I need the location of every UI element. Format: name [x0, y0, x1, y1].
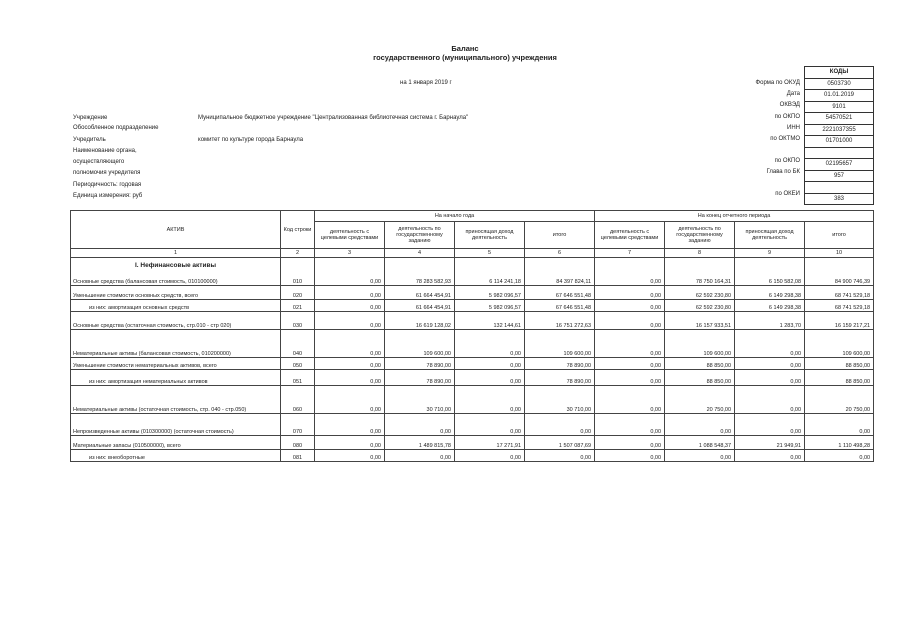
value-cell: 0,00: [315, 386, 385, 414]
unit-label: Единица измерения: руб: [73, 193, 143, 199]
value-cell: 0,00: [595, 414, 665, 436]
value-cell: 0,00: [665, 450, 735, 462]
code-value: 9101: [805, 101, 873, 113]
value-cell: 0,00: [385, 414, 455, 436]
value-cell: 0,00: [595, 286, 665, 300]
table-row: [71, 286, 874, 300]
periodicity-label: Периодичность: годовая: [73, 182, 142, 188]
code-value: 01701000: [805, 135, 873, 147]
value-cell: 88 850,00: [805, 370, 874, 386]
header-start-of-year: На начало года: [315, 211, 595, 222]
institution-value: Муниципальное бюджетное учреждение "Централизованная библиотечная система г. Барнаула": [198, 115, 469, 121]
row-name-text: Основные средства (остаточная стоимость, стр.010 - стр 020): [73, 323, 232, 329]
section-title: I. Нефинансовые активы: [134, 262, 217, 269]
value-cell: 0,00: [595, 358, 665, 370]
row-code: 081: [281, 450, 315, 462]
value-cell: 0,00: [525, 414, 595, 436]
header-code: Код строки: [281, 211, 315, 249]
value-cell: 67 646 551,48: [525, 286, 595, 300]
row-code: 030: [281, 312, 315, 330]
value-cell: 88 850,00: [665, 370, 735, 386]
code-value: 957: [805, 170, 873, 182]
column-number: 6: [525, 249, 595, 258]
value-cell: 0,00: [595, 312, 665, 330]
value-cell: 0,00: [315, 286, 385, 300]
value-cell: 84 397 824,11: [525, 258, 595, 286]
code-value: 02195657: [805, 158, 873, 170]
code-value: 0503730: [805, 78, 873, 90]
row-name: [71, 312, 281, 330]
code-label: ИНН: [787, 125, 800, 131]
value-cell: 61 664 454,91: [385, 300, 455, 312]
value-cell: 1 283,70: [735, 312, 805, 330]
codes-box: [804, 66, 874, 205]
value-cell: 62 592 230,80: [665, 286, 735, 300]
value-cell: 5 982 096,57: [455, 286, 525, 300]
value-cell: 0,00: [315, 370, 385, 386]
row-name-text: из них: амортизация основных средств: [89, 305, 190, 311]
value-cell: 0,00: [595, 300, 665, 312]
value-cell: 62 592 230,80: [665, 300, 735, 312]
value-cell: 0,00: [315, 258, 385, 286]
value-cell: 78 890,00: [385, 370, 455, 386]
balance-table: [70, 210, 874, 462]
row-code: 060: [281, 386, 315, 414]
code-value: 2221037355: [805, 124, 873, 136]
value-cell: 6 150 582,08: [735, 258, 805, 286]
value-cell: 0,00: [525, 450, 595, 462]
value-cell: 0,00: [595, 370, 665, 386]
report-date: на 1 января 2019 г: [400, 80, 452, 86]
authority-label: осуществляющего: [73, 159, 125, 165]
value-cell: 109 600,00: [805, 330, 874, 358]
value-cell: 109 600,00: [665, 330, 735, 358]
document-title: Баланс: [451, 44, 479, 53]
row-code: 070: [281, 414, 315, 436]
row-name-text: из них: амортизация нематериальных активов: [89, 379, 208, 385]
header-total: итого: [805, 222, 874, 249]
code-label: Глава по БК: [766, 169, 800, 175]
column-number: 4: [385, 249, 455, 258]
value-cell: 84 900 746,39: [805, 258, 874, 286]
value-cell: 1 507 087,69: [525, 436, 595, 450]
row-code: 021: [281, 300, 315, 312]
value-cell: 0,00: [735, 450, 805, 462]
row-code: 040: [281, 330, 315, 358]
value-cell: 78 750 164,31: [665, 258, 735, 286]
row-name-text: Уменьшение стоимости нематериальных активов, всего: [73, 363, 217, 369]
code-label: по ОКПО: [774, 158, 800, 164]
value-cell: 0,00: [315, 312, 385, 330]
row-name: [71, 386, 281, 414]
value-cell: 0,00: [385, 450, 455, 462]
column-number: 1: [71, 249, 281, 258]
row-name: [71, 414, 281, 436]
row-name: [71, 450, 281, 462]
value-cell: 0,00: [805, 414, 874, 436]
table-row: [71, 312, 874, 330]
row-code: 020: [281, 286, 315, 300]
code-value: 54570521: [805, 112, 873, 124]
value-cell: 0,00: [665, 414, 735, 436]
code-value: [805, 181, 873, 193]
code-value: [805, 147, 873, 159]
row-name: [71, 286, 281, 300]
institution-label: Учреждение: [73, 115, 108, 121]
value-cell: 0,00: [735, 414, 805, 436]
value-cell: 78 890,00: [525, 370, 595, 386]
row-name-text: Нематериальные активы (балансовая стоимость, 010200000): [73, 351, 231, 357]
row-name: [71, 370, 281, 386]
table-row: [71, 414, 874, 436]
row-code: 010: [281, 258, 315, 286]
row-name-text: Основные средства (балансовая стоимость, 010100000): [73, 279, 218, 285]
value-cell: 0,00: [315, 358, 385, 370]
value-cell: 132 144,61: [455, 312, 525, 330]
value-cell: 78 890,00: [525, 358, 595, 370]
value-cell: 61 664 454,91: [385, 286, 455, 300]
column-number: 10: [805, 249, 874, 258]
code-label: ОКВЭД: [779, 102, 800, 108]
value-cell: 30 710,00: [385, 386, 455, 414]
row-name: [71, 436, 281, 450]
value-cell: 78 890,00: [385, 358, 455, 370]
value-cell: 20 750,00: [665, 386, 735, 414]
header-targeted: деятельность с целевыми средствами: [315, 222, 385, 249]
row-code: 051: [281, 370, 315, 386]
header-end-of-period: На конец отчетного периода: [595, 211, 874, 222]
value-cell: 0,00: [315, 300, 385, 312]
value-cell: 88 850,00: [805, 358, 874, 370]
value-cell: 6 114 241,18: [455, 258, 525, 286]
value-cell: 0,00: [595, 436, 665, 450]
value-cell: 0,00: [595, 386, 665, 414]
authority-label: Наименование органа,: [73, 148, 137, 154]
value-cell: 0,00: [315, 436, 385, 450]
value-cell: 109 600,00: [385, 330, 455, 358]
row-code: 050: [281, 358, 315, 370]
code-label: по ОКПО: [774, 114, 800, 120]
value-cell: 67 646 551,48: [525, 300, 595, 312]
value-cell: 0,00: [315, 414, 385, 436]
value-cell: 0,00: [805, 450, 874, 462]
value-cell: 0,00: [455, 414, 525, 436]
row-code: 080: [281, 436, 315, 450]
table-row: [71, 330, 874, 358]
row-name-text: из них: внеоборотные: [89, 455, 145, 461]
value-cell: 0,00: [595, 330, 665, 358]
row-name: [71, 258, 281, 286]
code-value: 383: [805, 193, 873, 205]
value-cell: 21 949,91: [735, 436, 805, 450]
column-number: 2: [281, 249, 315, 258]
value-cell: 1 088 548,37: [665, 436, 735, 450]
table-row: [71, 386, 874, 414]
subdivision-label: Обособленное подразделение: [73, 125, 159, 131]
table-row: [71, 436, 874, 450]
value-cell: 0,00: [455, 370, 525, 386]
header-state-task: деятельность по государственному заданию: [665, 222, 735, 249]
value-cell: 30 710,00: [525, 386, 595, 414]
code-label: Форма по ОКУД: [755, 80, 800, 86]
row-name: [71, 300, 281, 312]
value-cell: 20 750,00: [805, 386, 874, 414]
header-total: итого: [525, 222, 595, 249]
value-cell: 109 600,00: [525, 330, 595, 358]
value-cell: 0,00: [735, 330, 805, 358]
value-cell: 0,00: [455, 450, 525, 462]
founder-label: Учредитель: [73, 137, 106, 143]
header-income: приносящая доход деятельность: [735, 222, 805, 249]
value-cell: 0,00: [595, 450, 665, 462]
code-label: по ОКТМО: [770, 136, 800, 142]
value-cell: 0,00: [455, 358, 525, 370]
header-income: приносящая доход деятельность: [455, 222, 525, 249]
column-number: 9: [735, 249, 805, 258]
row-name-text: Нематериальные активы (остаточная стоимость, стр. 040 - стр.050): [73, 407, 247, 413]
value-cell: 0,00: [315, 330, 385, 358]
row-name-text: Непроизведенные активы (010300000) (остаточная стоимость): [73, 429, 234, 435]
header-state-task: деятельность по государственному заданию: [385, 222, 455, 249]
value-cell: 6 149 298,38: [735, 300, 805, 312]
value-cell: 0,00: [735, 358, 805, 370]
value-cell: 6 149 298,38: [735, 286, 805, 300]
row-name-text: Уменьшение стоимости основных средств, всего: [73, 293, 199, 299]
header-targeted: деятельность с целевыми средствами: [595, 222, 665, 249]
row-name-text: Материальные запасы (010500000), всего: [73, 443, 181, 449]
authority-label: полномочия учредителя: [73, 170, 141, 176]
table-row: [71, 258, 874, 286]
table-row: [71, 358, 874, 370]
value-cell: 5 982 096,57: [455, 300, 525, 312]
table-row: [71, 300, 874, 312]
value-cell: 17 271,91: [455, 436, 525, 450]
code-value: 01.01.2019: [805, 89, 873, 101]
row-name: [71, 330, 281, 358]
document-subtitle: государственного (муниципального) учреждения: [373, 53, 557, 62]
value-cell: 68 741 529,18: [805, 300, 874, 312]
value-cell: 78 283 582,93: [385, 258, 455, 286]
value-cell: 0,00: [315, 450, 385, 462]
value-cell: 0,00: [735, 370, 805, 386]
value-cell: 0,00: [455, 386, 525, 414]
value-cell: 16 619 128,02: [385, 312, 455, 330]
code-label: по ОКЕИ: [775, 191, 800, 197]
column-number: 7: [595, 249, 665, 258]
table-row: [71, 450, 874, 462]
value-cell: 68 741 529,18: [805, 286, 874, 300]
value-cell: 0,00: [595, 258, 665, 286]
column-number: 3: [315, 249, 385, 258]
value-cell: 1 110 498,28: [805, 436, 874, 450]
value-cell: 16 159 217,21: [805, 312, 874, 330]
table-row: [71, 370, 874, 386]
founder-value: комитет по культуре города Барнаула: [198, 137, 304, 143]
header-asset: АКТИВ: [71, 211, 281, 249]
codes-header: КОДЫ: [829, 69, 849, 75]
column-number: 5: [455, 249, 525, 258]
row-name: [71, 358, 281, 370]
code-label: Дата: [786, 91, 800, 97]
value-cell: 16 751 272,63: [525, 312, 595, 330]
column-number: 8: [665, 249, 735, 258]
value-cell: 1 489 815,78: [385, 436, 455, 450]
value-cell: 0,00: [735, 386, 805, 414]
value-cell: 0,00: [455, 330, 525, 358]
value-cell: 16 157 933,51: [665, 312, 735, 330]
value-cell: 88 850,00: [665, 358, 735, 370]
